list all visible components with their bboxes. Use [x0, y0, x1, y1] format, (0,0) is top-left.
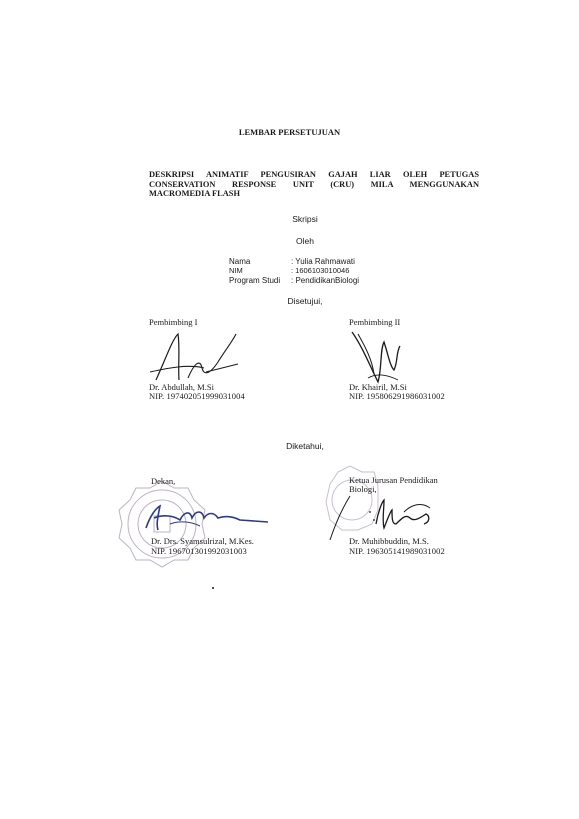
thesis-title-line-3: MACROMEDIA FLASH — [149, 189, 240, 198]
thesis-title-line-1: DESKRIPSI ANIMATIF PENGUSIRAN GAJAH LIAR OLEH PETUGAS — [149, 170, 479, 179]
thesis-title — [149, 170, 479, 199]
by-label: Oleh — [296, 236, 314, 246]
advisor-1-name: Dr. Abdullah, M.Si — [149, 382, 214, 392]
student-nim-row — [229, 266, 349, 276]
student-program-row — [229, 276, 359, 286]
advisor-2-nip: NIP. 195806291986031002 — [349, 391, 445, 401]
department-head-role-line-2: Biologi, — [349, 484, 377, 494]
name-value: : Yulia Rahmawati — [291, 257, 355, 266]
department-head-role-line-1: Ketua Jurusan Pendidikan — [349, 475, 438, 485]
program-value: : PendidikanBiologi — [291, 276, 360, 285]
program-label: Program Studi — [229, 276, 281, 285]
advisor-1-signature — [148, 328, 243, 386]
acknowledgement-heading: Diketahui, — [286, 441, 324, 451]
nim-value: : 1606103010046 — [291, 266, 350, 275]
advisor-1-nip: NIP. 197402051999031004 — [149, 391, 245, 401]
nim-label: NIM — [229, 266, 243, 275]
advisor-1-role: Pembimbing I — [149, 317, 198, 327]
advisor-2-role: Pembimbing II — [349, 317, 401, 327]
dean-nip: NIP. 196701301992031003 — [151, 546, 247, 556]
scan-speck — [212, 587, 214, 589]
document-type: Skripsi — [292, 214, 318, 224]
dean-name: Dr. Drs. Syamsulrizal, M.Kes. — [151, 536, 254, 546]
approval-heading: Disetujui, — [287, 296, 323, 306]
advisor-2-name: Dr. Khairil, M.Si — [349, 382, 407, 392]
department-head-nip: NIP. 196305141989031002 — [349, 546, 445, 556]
dean-role: Dekan, — [151, 476, 176, 486]
advisor-2-signature — [348, 326, 408, 388]
name-label: Nama — [229, 257, 251, 266]
department-head-name: Dr. Muhibbuddin, M.S. — [349, 536, 429, 546]
dean-signature — [140, 502, 272, 534]
page-title: LEMBAR PERSETUJUAN — [238, 127, 341, 137]
thesis-title-line-2: CONSERVATION RESPONSE UNIT (CRU) MILA MENGGUNAKAN — [149, 179, 479, 189]
